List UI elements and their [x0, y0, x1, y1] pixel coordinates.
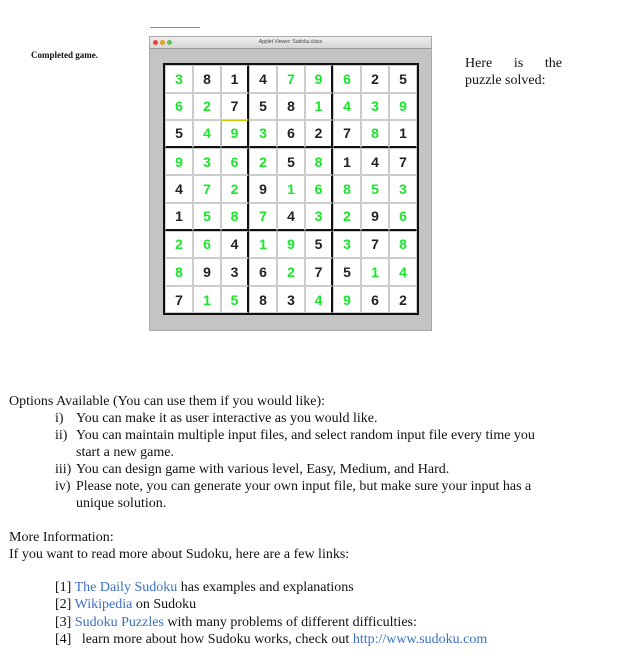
sudoku-cell[interactable]: 3: [249, 120, 277, 148]
minimize-icon[interactable]: [160, 40, 165, 45]
option-number: i): [55, 411, 64, 426]
link-number: [3]: [55, 614, 72, 630]
sudoku-cell[interactable]: 1: [389, 120, 417, 148]
link-item: [55, 596, 196, 613]
link-description: on Sudoku: [132, 597, 197, 613]
sudoku-cell[interactable]: 7: [333, 120, 361, 148]
sudoku-cell[interactable]: 5: [333, 258, 361, 286]
option-text: You can design game with various level, Easy, Medium, and Hard.: [76, 462, 450, 477]
sudoku-cell[interactable]: 5: [389, 65, 417, 93]
sudoku-cell[interactable]: 4: [333, 93, 361, 121]
sudoku-cell[interactable]: 5: [165, 120, 193, 148]
divider: [150, 27, 200, 28]
sudoku-cell[interactable]: 6: [361, 286, 389, 314]
sudoku-cell[interactable]: 1: [249, 231, 277, 259]
link-item: [55, 631, 487, 648]
option-text: unique solution.: [76, 496, 167, 511]
option-number: iii): [55, 462, 72, 477]
link-number: [4]: [55, 631, 72, 647]
sudoku-cell[interactable]: 9: [277, 231, 305, 259]
window-title: Applet Viewer: Sudoku.class: [258, 39, 323, 45]
sudoku-cell[interactable]: 5: [277, 148, 305, 176]
sudoku-cell[interactable]: 4: [277, 203, 305, 231]
title-bar: [150, 37, 431, 49]
close-icon[interactable]: [153, 40, 158, 45]
sudoku-cell[interactable]: 8: [193, 65, 221, 93]
link-number: [1]: [55, 580, 72, 595]
sudoku-cell[interactable]: 2: [389, 286, 417, 314]
sudoku-cell[interactable]: 5: [305, 231, 333, 259]
option-text: Please note, you can generate your own input file, but make sure your input has a: [76, 479, 532, 494]
sudoku-cell[interactable]: 8: [333, 175, 361, 203]
side-text-1: Here is the: [465, 56, 562, 71]
sudoku-cell[interactable]: 7: [305, 258, 333, 286]
link-prefix: learn more about how Sudoku works, check out: [74, 631, 353, 647]
sudoku-cell[interactable]: 8: [277, 93, 305, 121]
sudoku-cell[interactable]: 7: [389, 148, 417, 176]
sudoku-cell[interactable]: 5: [249, 93, 277, 121]
sudoku-cell[interactable]: 2: [221, 175, 249, 203]
more-heading: More Information:: [9, 530, 114, 545]
sudoku-cell[interactable]: 9: [221, 120, 249, 148]
sudoku-cell[interactable]: 2: [333, 203, 361, 231]
option-text: start a new game.: [76, 445, 174, 460]
option-number: ii): [55, 428, 68, 443]
sudoku-cell[interactable]: 9: [333, 286, 361, 314]
sudoku-cell[interactable]: 6: [221, 148, 249, 176]
more-intro: If you want to read more about Sudoku, here are a few links:: [9, 547, 350, 562]
sudoku-cell[interactable]: 3: [165, 65, 193, 93]
sudoku-cell[interactable]: 3: [333, 231, 361, 259]
sudoku-cell[interactable]: 5: [221, 286, 249, 314]
sudoku-cell[interactable]: 4: [305, 286, 333, 314]
zoom-icon[interactable]: [167, 40, 172, 45]
sudoku-cell[interactable]: 6: [249, 258, 277, 286]
sudoku-cell[interactable]: 6: [305, 175, 333, 203]
sudoku-cell[interactable]: 2: [361, 65, 389, 93]
link-item: [55, 579, 354, 596]
sudoku-cell[interactable]: 8: [361, 120, 389, 148]
sudoku-cell[interactable]: 9: [389, 93, 417, 121]
sudoku-cell[interactable]: 9: [193, 258, 221, 286]
sudoku-cell[interactable]: 8: [221, 203, 249, 231]
link[interactable]: http://www.sudoku.com: [352, 631, 488, 647]
link-description: has examples and explanations: [177, 580, 354, 595]
sudoku-cell[interactable]: 2: [165, 231, 193, 259]
sudoku-cell[interactable]: 6: [193, 231, 221, 259]
sudoku-cell[interactable]: 1: [305, 93, 333, 121]
sudoku-cell[interactable]: 3: [221, 258, 249, 286]
sudoku-cell[interactable]: 9: [305, 65, 333, 93]
sudoku-cell[interactable]: 5: [193, 203, 221, 231]
sudoku-cell[interactable]: 7: [249, 203, 277, 231]
option-number: iv): [55, 479, 71, 494]
option-text: You can maintain multiple input files, and select random input file every time you: [76, 428, 535, 443]
sudoku-cell[interactable]: 4: [389, 258, 417, 286]
sudoku-cell[interactable]: 3: [277, 286, 305, 314]
sudoku-cell[interactable]: 4: [193, 120, 221, 148]
sudoku-cell[interactable]: 6: [277, 120, 305, 148]
sudoku-cell[interactable]: 4: [249, 65, 277, 93]
sudoku-cell[interactable]: 7: [361, 231, 389, 259]
sudoku-cell[interactable]: 8: [249, 286, 277, 314]
sudoku-cell[interactable]: 1: [333, 148, 361, 176]
sudoku-cell[interactable]: 3: [389, 175, 417, 203]
sudoku-cell[interactable]: 5: [361, 175, 389, 203]
sudoku-grid: [163, 63, 419, 315]
sudoku-cell[interactable]: 6: [389, 203, 417, 231]
sudoku-cell[interactable]: 3: [193, 148, 221, 176]
sudoku-cell[interactable]: 4: [165, 175, 193, 203]
option-text: You can make it as user interactive as you would like.: [76, 411, 378, 426]
sudoku-cell[interactable]: 2: [305, 120, 333, 148]
sudoku-cell[interactable]: 9: [165, 148, 193, 176]
side-text-2: puzzle solved:: [465, 73, 546, 88]
sudoku-cell[interactable]: 6: [165, 93, 193, 121]
sudoku-cell[interactable]: 7: [277, 65, 305, 93]
sudoku-cell[interactable]: 1: [165, 203, 193, 231]
sudoku-cell[interactable]: 3: [361, 93, 389, 121]
sudoku-cell[interactable]: 7: [221, 93, 249, 121]
sudoku-cell[interactable]: 2: [249, 148, 277, 176]
sudoku-cell[interactable]: 8: [305, 148, 333, 176]
sudoku-cell[interactable]: 8: [389, 231, 417, 259]
link[interactable]: Wikipedia: [74, 597, 133, 613]
sudoku-cell[interactable]: 3: [305, 203, 333, 231]
link-description: with many problems of different difficulties:: [163, 614, 417, 630]
sudoku-cell[interactable]: 4: [361, 148, 389, 176]
sudoku-cell[interactable]: 7: [193, 175, 221, 203]
link[interactable]: Sudoku Puzzles: [74, 614, 164, 630]
sudoku-cell[interactable]: 4: [221, 231, 249, 259]
sudoku-cell[interactable]: 6: [333, 65, 361, 93]
link-item: [55, 614, 417, 631]
link-number: [2]: [55, 597, 72, 613]
sudoku-cell[interactable]: 1: [193, 286, 221, 314]
link[interactable]: The Daily Sudoku: [74, 580, 178, 595]
sudoku-cell[interactable]: 9: [249, 175, 277, 203]
applet-window: [149, 36, 432, 331]
sudoku-cell[interactable]: 7: [165, 286, 193, 314]
caption: Completed game.: [31, 50, 98, 60]
sudoku-cell[interactable]: 1: [221, 65, 249, 93]
sudoku-cell[interactable]: 2: [193, 93, 221, 121]
options-heading: Options Available (You can use them if you would like):: [9, 394, 325, 409]
sudoku-cell[interactable]: 1: [361, 258, 389, 286]
sudoku-cell[interactable]: 2: [277, 258, 305, 286]
sudoku-cell[interactable]: 1: [277, 175, 305, 203]
sudoku-cell[interactable]: 8: [165, 258, 193, 286]
sudoku-cell[interactable]: 9: [361, 203, 389, 231]
